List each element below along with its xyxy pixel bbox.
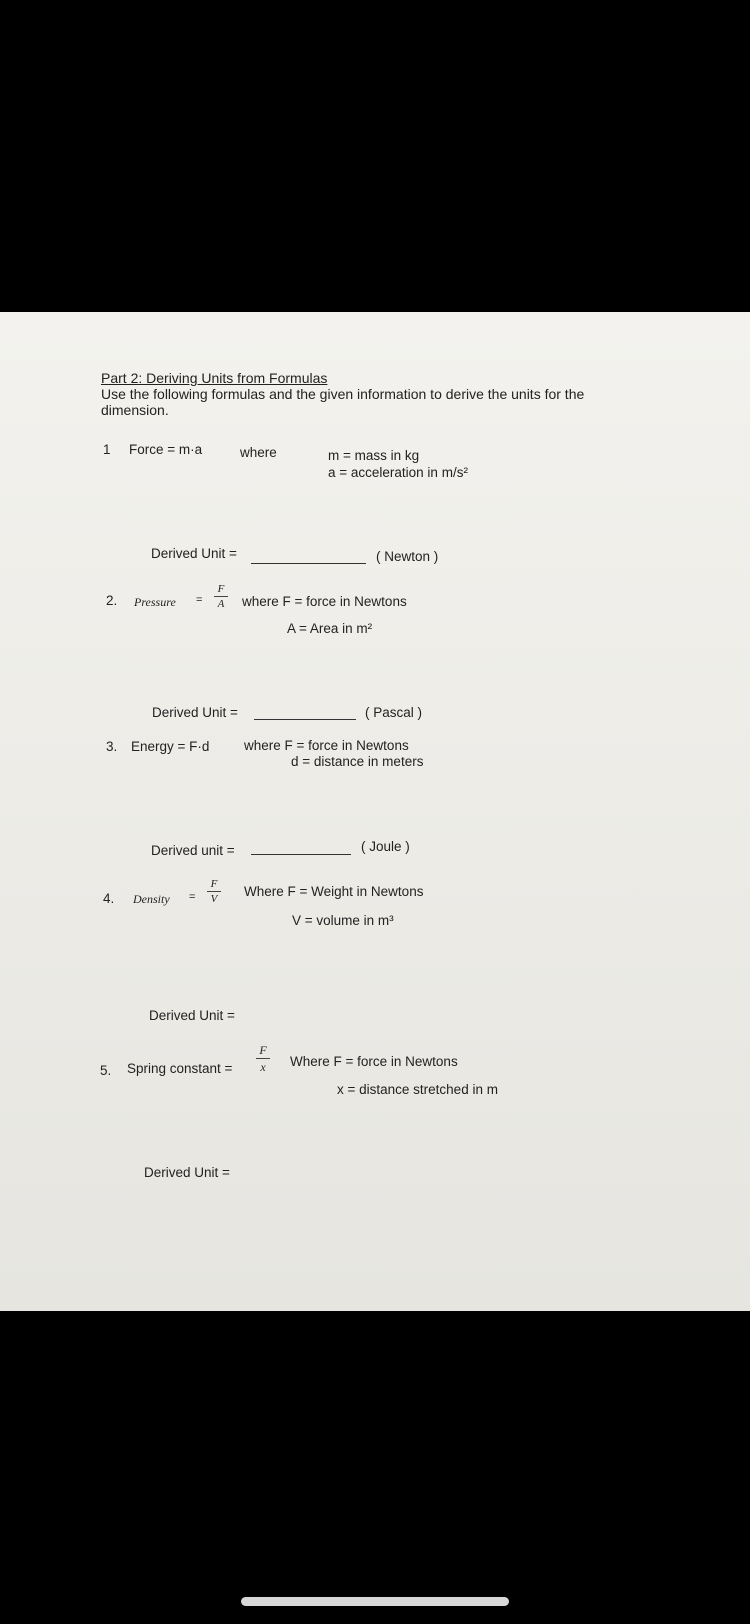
q4-lhs: Density [133,892,170,906]
q1-answer-blank[interactable] [251,563,366,564]
q1-unit-hint: ( Newton ) [376,549,439,564]
q5-fraction [256,1043,270,1074]
q2-lhs: Pressure [134,595,176,609]
q2-answer-blank[interactable] [254,719,356,720]
q5-derived-label: Derived Unit = [144,1165,230,1180]
q1-derived-label: Derived Unit = [151,546,237,561]
q3-unit-hint: ( Joule ) [361,839,410,854]
q5-denominator: x [260,1060,266,1074]
q4-number: 4. [103,891,115,906]
q3-given-force: where F = force in Newtons [244,738,409,753]
q3-number: 3. [106,739,118,754]
q4-fraction [207,878,221,905]
q1-formula: Force = m·a [129,442,203,457]
q2-derived-label: Derived Unit = [152,705,238,720]
q1-given-acceleration: a = acceleration in m/s² [328,465,468,480]
q5-given-force: Where F = force in Newtons [290,1054,458,1069]
worksheet-page [0,312,750,1311]
q4-given-weight: Where F = Weight in Newtons [244,884,424,899]
q5-formula: Spring constant = [127,1061,233,1076]
q5-number: 5. [100,1063,112,1078]
q4-denominator: V [210,893,218,905]
q1-number: 1 [103,442,111,457]
q5-numerator: F [259,1043,267,1057]
q2-unit-hint: ( Pascal ) [365,705,423,720]
q2-fraction [214,583,228,610]
q4-given-volume: V = volume in m³ [292,913,394,928]
home-indicator[interactable] [241,1597,509,1606]
q3-answer-blank[interactable] [251,854,351,855]
q3-formula: Energy = F·d [131,739,210,754]
q2-denominator: A [217,598,225,610]
q5-given-distance: x = distance stretched in m [337,1082,498,1097]
q1-where: where [240,445,277,460]
q2-given-force: where F = force in Newtons [242,594,407,609]
q3-given-distance: d = distance in meters [291,754,424,769]
q1-given-mass: m = mass in kg [328,448,420,463]
q2-given-area: A = Area in m² [287,621,373,636]
worksheet-instructions: Use the following formulas and the given information to derive the units for the dimension. [101,386,585,418]
q4-equals: = [189,891,196,903]
q2-numerator: F [217,583,225,595]
q2-number: 2. [106,593,118,608]
worksheet-title: Part 2: Deriving Units from Formulas [101,370,328,386]
q4-numerator: F [210,878,218,890]
q4-derived-label: Derived Unit = [149,1008,235,1023]
q3-derived-label: Derived unit = [151,843,235,858]
q2-equals: = [196,594,203,606]
